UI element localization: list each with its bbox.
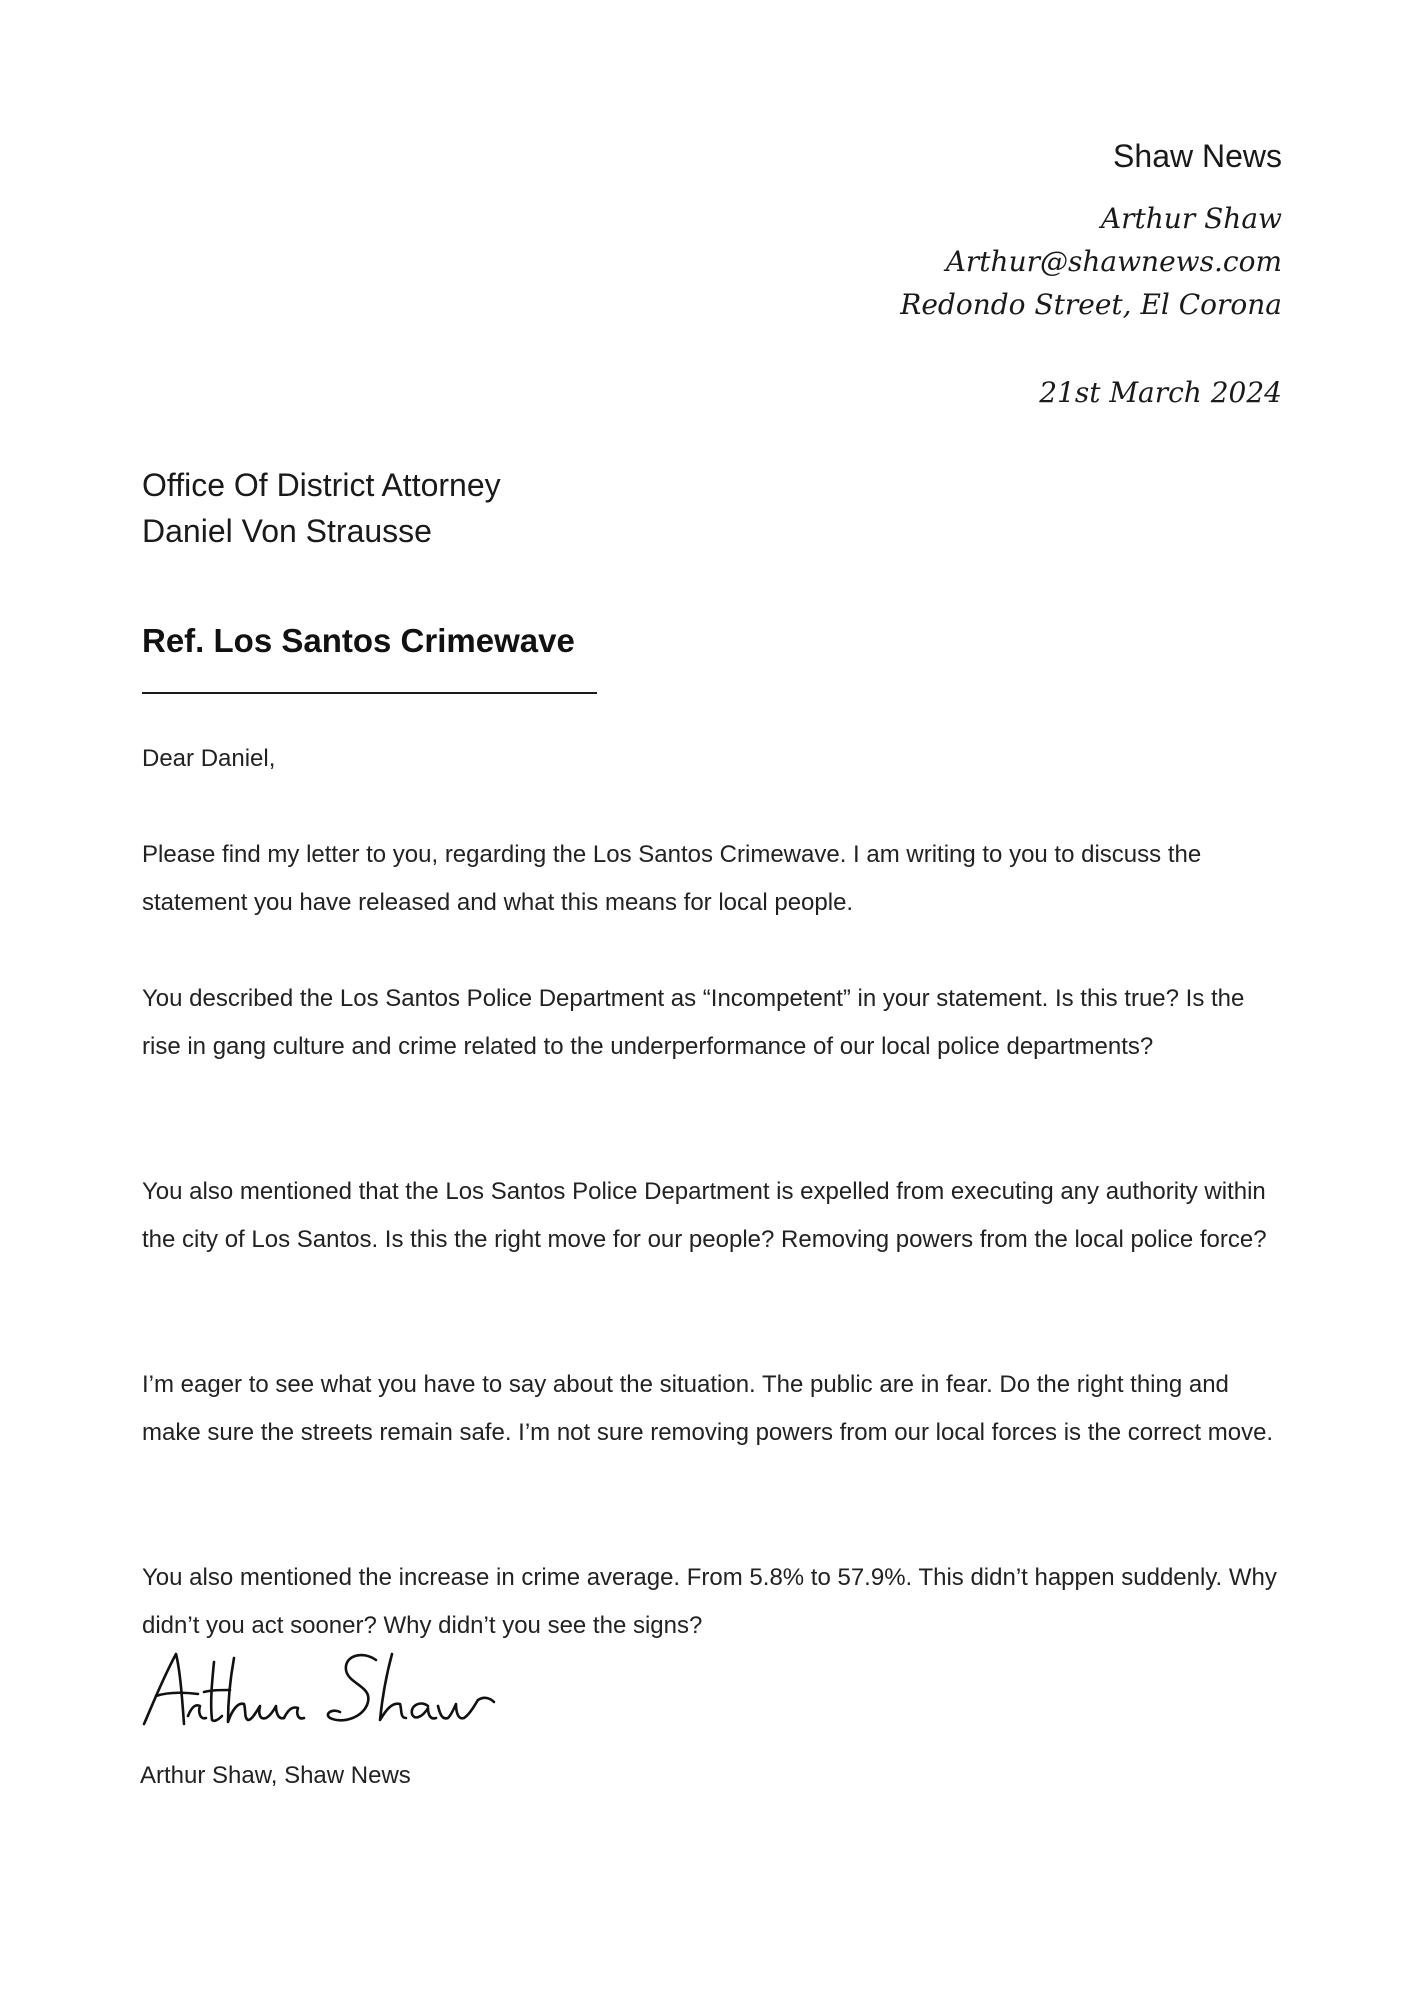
salutation: Dear Daniel, xyxy=(142,745,276,772)
signoff-line: Arthur Shaw, Shaw News xyxy=(140,1762,411,1789)
sender-address: Redondo Street, El Corona xyxy=(900,287,1282,321)
handwritten-signature xyxy=(138,1640,508,1740)
letter-paragraph-1: Please find my letter to you, regarding the Los Santos Crimewave. I am writing to you to discuss the statement you have released and what this means for local people. xyxy=(142,841,1202,916)
letter-paragraph-5: You also mentioned the increase in crime average. From 5.8% to 57.9%. This didn’t happen suddenly. Why didn’t you act sooner? Why didn’t you see the signs? xyxy=(142,1564,1277,1639)
letter-date: 21st March 2024 xyxy=(1039,375,1282,409)
recipient-name: Daniel Von Strausse xyxy=(142,513,432,549)
letter-paragraph-3: You also mentioned that the Los Santos Police Department is expelled from executing any authority within the city of Los Santos. Is this the right move for our people? Removing powers from the local police force? xyxy=(142,1178,1267,1253)
recipient-block xyxy=(142,462,501,554)
sender-name: Arthur Shaw xyxy=(1100,201,1282,235)
sender-block xyxy=(900,138,1282,414)
reference-heading: Ref. Los Santos Crimewave xyxy=(142,622,575,659)
letter-paragraph-4: I’m eager to see what you have to say about the situation. The public are in fear. Do the right thing and make sure the streets remain safe. I’m not sure removing powers from our local forces is the correct move. xyxy=(142,1371,1274,1446)
letter-paragraph-2: You described the Los Santos Police Department as “Incompetent” in your statement. Is this true? Is the rise in gang culture and crime related to the underperformance of our local police departments? xyxy=(142,985,1245,1060)
sender-organization: Shaw News xyxy=(1113,138,1282,174)
recipient-office: Office Of District Attorney xyxy=(142,467,501,503)
reference-underline xyxy=(142,692,597,694)
sender-email: Arthur@shawnews.com xyxy=(945,244,1282,278)
